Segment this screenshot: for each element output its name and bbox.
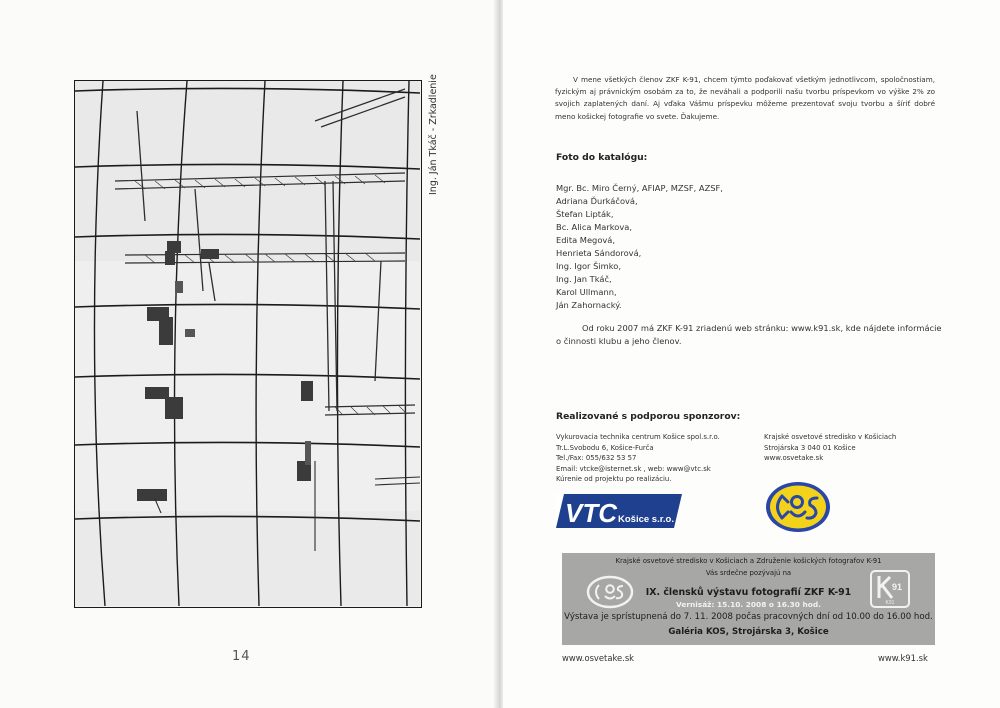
member-item: Ján Zahornacký. [556,300,622,311]
member-item: Henrieta Sándorová, [556,248,642,259]
photo-zrkadlenie [74,80,422,608]
vernissage-date: Vernisáž: 15.10. 2008 o 16.30 hod. [676,600,821,609]
sponsor-vtc-info [556,432,720,485]
left-page [0,0,497,708]
invitation-organizers: Krajské osvetové stredisko v Košiciach a Združenie košických fotografov K-91 [615,557,882,565]
sponsor-line: Krajské osvetové stredisko v Košiciach [764,433,897,441]
crane-reflection-image [75,81,420,606]
exhibition-opening-hours: Výstava je sprístupnená do 7. 11. 2008 počas pracovných dní od 10.00 do 16.00 hod. [564,612,933,622]
vtc-logo [556,494,682,528]
exhibition-invitation [562,553,935,645]
catalog-member-list [556,182,723,312]
sponsor-kos-info [764,432,896,464]
k91-logo-text: K91 [885,600,895,606]
gallery-address: Galéria KOS, Strojárska 3, Košice [668,627,829,637]
sponsors-heading: Realizované s podporou sponzorov: [556,411,741,422]
catalog-heading: Foto do katalógu: [556,152,648,163]
member-item: Ing. Igor Šimko, [556,261,621,272]
vtc-logo-text: VTC [565,498,617,528]
member-item: Karol Ullmann, [556,287,617,298]
sponsor-line: Tr.L.Svobodu 6, Košice-Furča [556,443,654,452]
sponsor-line: Tel./Fax: 055/632 53 57 [556,454,637,462]
sponsor-line: www.osvetake.sk [764,454,824,462]
sponsor-line: Strojárska 3 040 01 Košice [764,443,856,452]
member-item: Adriana Ďurkáčová, [556,196,638,207]
member-item: Edita Megová, [556,235,616,246]
invitation-greeting: Vás srdečne pozývajú na [705,569,792,577]
thanks-paragraph: V mene všetkých členov ZKF K-91, chcem týmto poďakovať všetkým jednotlivcom, spoločnostiam, fyzickým aj právnickým osobám za to, že neváhali a podporili našu tvorbu príspevkom vo výške 2% zo svojich zaplatených daní. Aj vďaka Vášmu príspevku môžeme prezentovať svoju tvorbu a šíriť dobré meno košickej fotografie vo svete. Ďakujeme. [555,75,935,121]
svg-text:91: 91 [892,582,903,592]
sponsor-line: Kúrenie od projektu po realizáciu. [556,475,672,483]
page-number: 14 [232,649,251,664]
k91-logo [870,570,910,608]
sponsor-line: Email: vtcke@isternet.sk , web: www@vtc.sk [556,464,711,473]
member-item: Ing. Jan Tkáč, [556,274,612,285]
member-item: Mgr. Bc. Miro Černý, AFIAP, MZSF, AZSF, [556,183,723,193]
member-item: Bc. Alica Markova, [556,222,632,233]
footer-url-left[interactable]: www.osvetake.sk [562,653,635,663]
member-item: Štefan Lipták, [556,209,614,220]
photo-caption: Ing. Ján Tkáč - Zrkadlenie [428,74,439,195]
vtc-logo-subtext: Košice s.r.o. [618,514,674,525]
footer-url-right[interactable]: www.k91.sk [878,653,928,663]
sponsor-line: Vykurovacia technika centrum Košice spol.s.r.o. [556,433,720,441]
kos-logo [764,480,832,534]
website-note: Od roku 2007 má ZKF K-91 zriadenú web stránku: www.k91.sk, kde nájdete informácie o činnosti klubu a jeho členov. [556,323,942,346]
exhibition-title: IX. člensků výstavu fotografií ZKF K-91 [645,587,852,598]
